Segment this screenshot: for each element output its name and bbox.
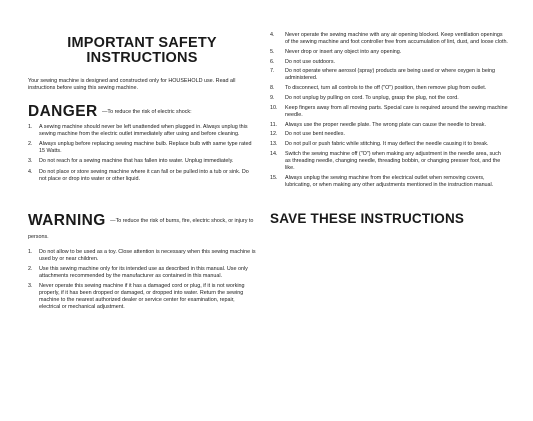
list-item: 6. Do not use outdoors.	[270, 58, 336, 65]
list-item: 3. Do not reach for a sewing machine that has fallen into water. Unplug immediately.	[28, 158, 234, 165]
list-item: 4. Never operate the sewing machine with any air opening blocked. Keep ventilation openings of the sewing machine and foot controller free from accumulation of lint, dust, and loose cloth.	[270, 32, 508, 45]
right-column	[270, 0, 508, 226]
list-item: 3. Never operate this sewing machine if it has a damaged cord or plug, if it is not working properly, if it has been dropped or damaged, or dropped into water. Return the sewing machine to the nearest authorized dealer or service center for examination, repair, electrical or mechanical adjustment.	[28, 282, 245, 310]
list-item: 13. Do not pull or push fabric while stitching. It may deflect the needle causing it to break.	[270, 141, 489, 148]
list-item: 9. Do not unplug by pulling on cord. To unplug, grasp the plug, not the cord.	[270, 94, 459, 101]
list-item: 7. Do not operate where aerosol (spray) products are being used or where oxygen is being administered.	[270, 68, 496, 82]
list-item: 8. To disconnect, turn all controls to the off ("O") position, then remove plug from outlet.	[270, 85, 487, 92]
list-item: 12. Do not use bent needles.	[270, 131, 345, 138]
list-item: 2. Use this sewing machine only for its intended use as described in this manual. Use only attachments recommended by the manufacturer as contained in this manual.	[28, 265, 248, 279]
danger-heading: DANGER	[28, 103, 98, 120]
intro-text: Your sewing machine is designed and constructed only for HOUSEHOLD use. Read all instructions before using this sewing machine.	[28, 78, 236, 91]
list-item: 2. Always unplug before replacing sewing machine bulb. Replace bulb with same type rated 15 Watts.	[28, 141, 252, 155]
danger-heading-line	[28, 104, 256, 120]
warning-list	[28, 249, 256, 311]
warning-heading: WARNING	[28, 211, 106, 229]
list-item: 14. Switch the sewing machine off ("O") when making any adjustment in the needle area, such as threading needle, changing needle, threading bobbin, or changing presser foot, and the like.	[270, 150, 501, 171]
left-column	[28, 0, 256, 314]
save-instructions-heading: SAVE THESE INSTRUCTIONS	[270, 210, 465, 226]
list-item: 1. A sewing machine should never be left unattended when plugged in. Always unplug this sewing machine from the electric outlet immediately after using and before cleaning.	[28, 124, 248, 137]
list-item: 5. Never drop or insert any object into any opening.	[270, 48, 402, 55]
warning-heading-line	[28, 213, 256, 245]
warning-subheading: —To reduce the risk of burns, fire, electric shock, or injury to persons.	[28, 217, 254, 240]
danger-list	[28, 124, 256, 183]
title-line-2: INSTRUCTIONS	[86, 50, 198, 66]
list-item: 10. Keep fingers away from all moving parts. Special care is required around the sewing machine needle.	[270, 104, 508, 118]
list-item: 4. Do not place or store sewing machine where it can fall or be pulled into a tub or sink. Do not place or drop into water or other liquid.	[28, 168, 249, 182]
list-item: 15. Always unplug the sewing machine from the electrical outlet when removing covers, lubricating, or when making any other adjustments mentioned in the instruction manual.	[270, 174, 494, 188]
warning-list-continued	[270, 32, 508, 189]
danger-subheading: —To reduce the risk of electric shock:	[102, 109, 192, 115]
page-title	[28, 36, 256, 66]
list-item: 1. Do not allow to be used as a toy. Close attention is necessary when this sewing machine is used by or near children.	[28, 248, 256, 262]
list-item: 11. Always use the proper needle plate. The wrong plate can cause the needle to break.	[270, 121, 486, 128]
title-line-1: IMPORTANT SAFETY	[67, 35, 217, 51]
